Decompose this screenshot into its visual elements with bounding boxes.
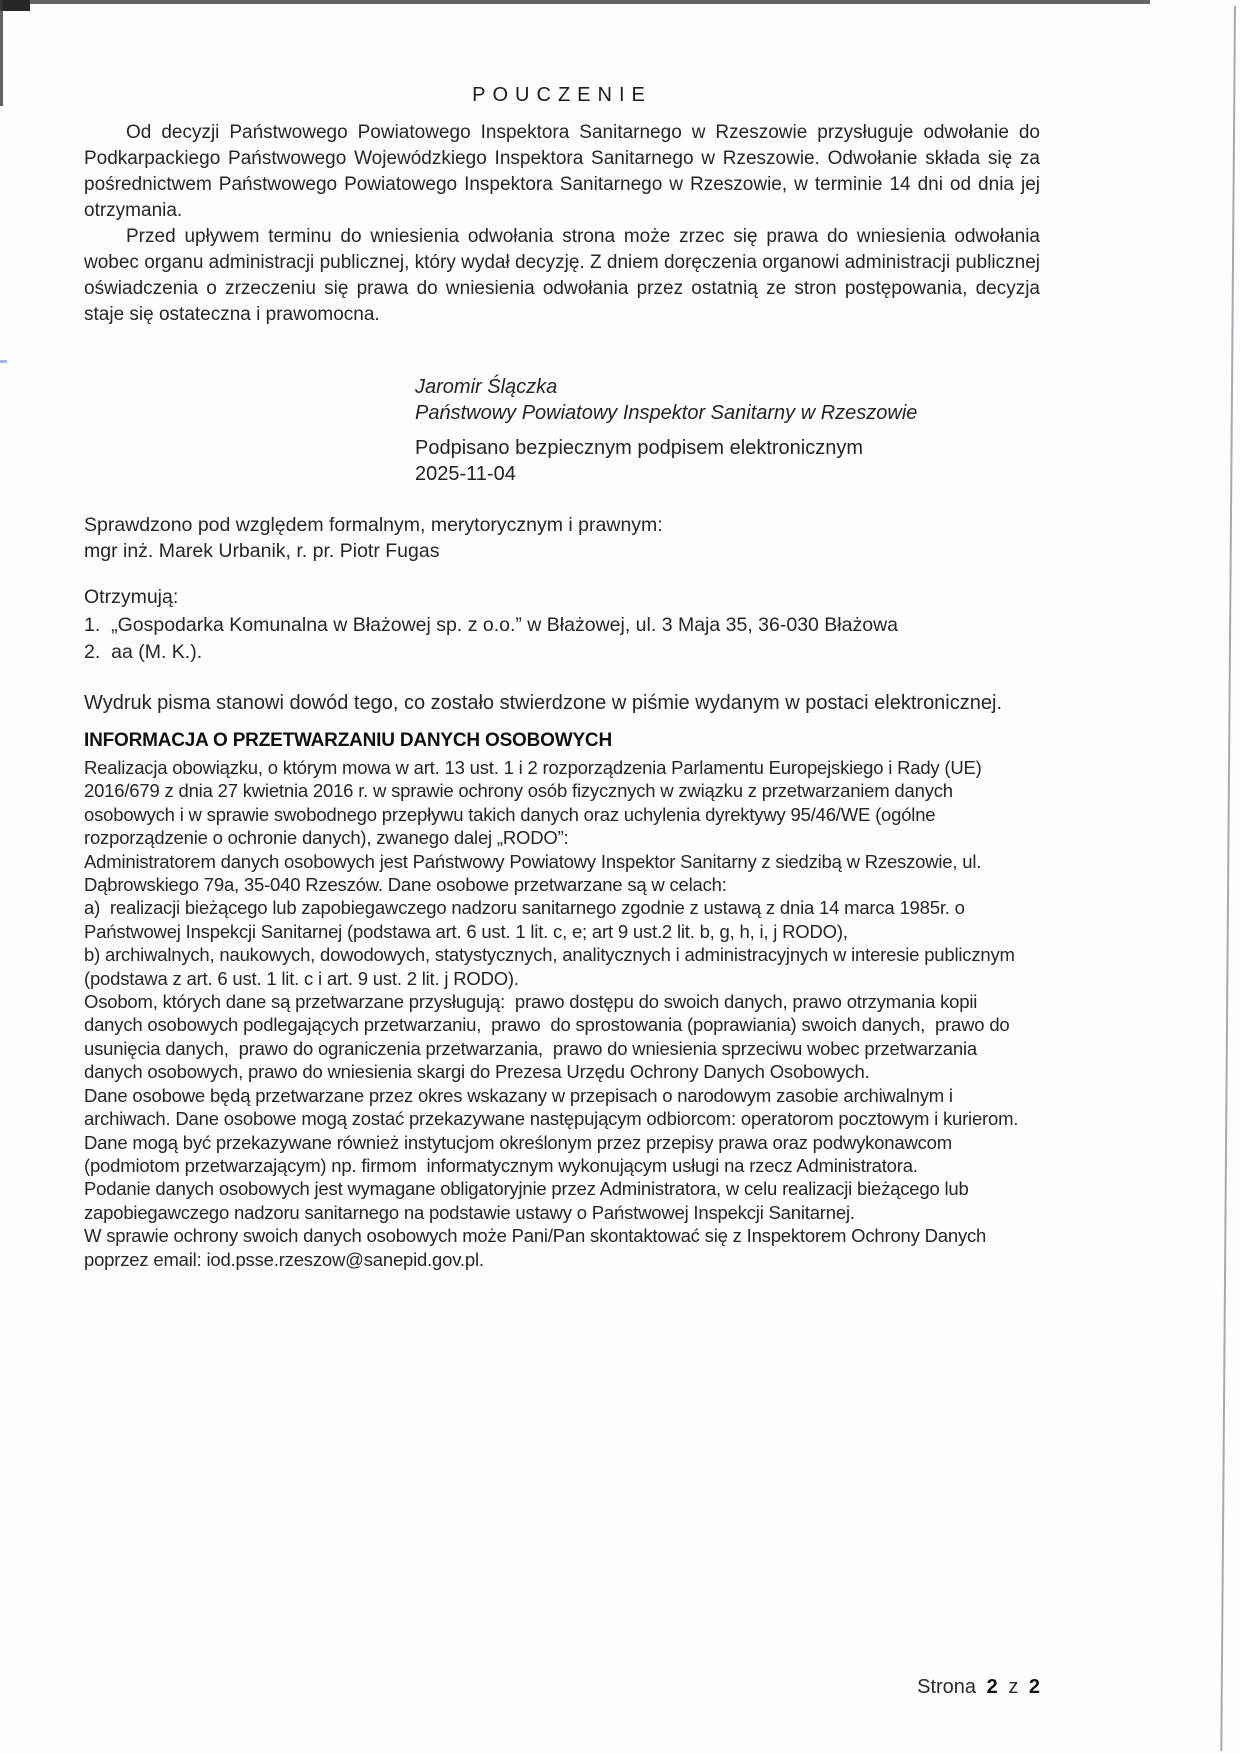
verification-names: mgr inż. Marek Urbanik, r. pr. Piotr Fugas: [84, 540, 440, 562]
printout-note: Wydruk pisma stanowi dowód tego, co zostało stwierdzone w piśmie wydanym w postaci elektronicznej.: [84, 692, 1002, 714]
rodo-text-line: b) archiwalnych, naukowych, dowodowych, statystycznych, analitycznych i administracyjnych w interesie publicznym: [84, 944, 1015, 966]
pouczenie-paragraphs: [84, 120, 1040, 328]
scan-artifact-paper-edge: [1220, 6, 1236, 1751]
signer-role: Państwowy Powiatowy Inspektor Sanitarny w Rzeszowie: [415, 402, 918, 424]
rodo-text-line: poprzez email: iod.psse.rzeszow@sanepid.gov.pl.: [84, 1248, 484, 1270]
rodo-text-line: (podstawa z art. 6 ust. 1 lit. c i art. 9 ust. 2 lit. j RODO).: [84, 967, 519, 989]
recipients-list: [84, 612, 1040, 666]
rodo-text-line: Dane osobowe będą przetwarzane przez okres wskazany w przepisach o narodowym zasobie archiwalnym i: [84, 1084, 953, 1106]
rodo-text-line: Państwowej Inspekcji Sanitarnej (podstawa art. 6 ust. 1 lit. c, e; art 9 ust.2 lit. b, g, h, i, j RODO),: [84, 920, 848, 942]
rodo-text-line: rozporządzenie o ochronie danych), zwanego dalej „RODO”:: [84, 827, 569, 849]
rodo-text-line: Realizacja obowiązku, o którym mowa w art. 13 ust. 1 i 2 rozporządzenia Parlamentu Europejskiego i Rady (UE): [84, 757, 982, 778]
rodo-text-line: Administratorem danych osobowych jest Państwowy Powiatowy Inspektor Sanitarny z siedzibą w Rzeszowie, ul.: [84, 850, 982, 872]
rodo-text-line: danych osobowych podlegających przetwarzaniu, prawo do sprostowania (poprawiania) swoich danych, prawo do: [84, 1014, 1010, 1036]
rodo-text-line: Dane mogą być przekazywane również instytucjom określonym przez przepisy prawa oraz podwykonawcom: [84, 1131, 952, 1153]
rodo-heading: INFORMACJA O PRZETWARZANIU DANYCH OSOBOWYCH: [84, 730, 612, 751]
rodo-text-line: archiwach. Dane osobowe mogą zostać przekazywane następującym odbiorcom: operatorom pocztowym i kurierom.: [84, 1108, 1019, 1130]
rodo-text-line: (podmiotom przetwarzającym) np. firmom informatycznym wykonującym usługi na rzecz Administratora.: [84, 1154, 918, 1176]
rodo-text-lines: [84, 756, 1094, 1271]
footer-total-pages: 2: [1028, 1676, 1040, 1698]
recipient-item: 1. „Gospodarka Komunalna w Błażowej sp. z o.o.” w Błażowej, ul. 3 Maja 35, 36-030 Błażowa: [84, 614, 899, 636]
rodo-text-line: Osobom, których dane są przetwarzane przysługują: prawo dostępu do swoich danych, prawo otrzymania kopii: [84, 991, 978, 1013]
rodo-text-line: osobowych i w sprawie swobodnego przepływu takich danych oraz uchylenia dyrektywy 95/46/WE (ogólne: [84, 803, 936, 825]
recipients-block: [84, 584, 1040, 666]
signature-date: 2025-11-04: [415, 463, 516, 485]
verification-statement: Sprawdzono pod względem formalnym, merytorycznym i prawnym:: [84, 514, 663, 536]
rodo-text-line: Podanie danych osobowych jest wymagane obligatoryjnie przez Administratora, w celu realizacji bieżącego lub: [84, 1178, 969, 1200]
signature-method: Podpisano bezpiecznym podpisem elektronicznym: [415, 437, 864, 459]
rodo-text-line: W sprawie ochrony swoich danych osobowych może Pani/Pan skontaktować się z Inspektorem Ochrony Danych: [84, 1225, 987, 1247]
rodo-text-line: zapobiegawczego nadzoru sanitarnego na podstawie ustawy o Państwowej Inspekcji Sanitarnej.: [84, 1201, 855, 1223]
rodo-text-line: a) realizacji bieżącego lub zapobiegawczego nadzoru sanitarnego zgodnie z ustawą z dnia 14 marca 1985r. o: [84, 897, 965, 919]
rodo-text-line: danych osobowych, prawo do wniesienia skargi do Prezesa Urzędu Ochrony Danych Osobowych.: [84, 1061, 870, 1083]
rodo-text-line: 2016/679 z dnia 27 kwietnia 2016 r. w sprawie ochrony osób fizycznych w związku z przetwarzaniem danych: [84, 780, 953, 802]
footer-current-page: 2: [986, 1676, 998, 1698]
pouczenie-paragraph: Przed upływem terminu do wniesienia odwołania strona może zrzec się prawa do wniesienia odwołania wobec organu administracji publicznej, który wydał decyzję. Z dniem doręczenia organowi administracji publicznej oświadczenia o zrzeczeniu się prawa do wniesienia odwołania przez ostatnią ze stron postępowania, decyzja staje się ostateczna i prawomocna.: [84, 226, 1040, 325]
rodo-section: [84, 730, 1094, 1271]
verification-block: [84, 512, 1040, 564]
document-title: POUCZENIE: [472, 84, 652, 106]
footer-separator: z: [1008, 1676, 1019, 1698]
recipients-heading: Otrzymują:: [84, 586, 179, 608]
footer-label: Strona: [917, 1676, 977, 1698]
scan-artifact-top-edge: [0, 0, 1150, 4]
recipient-item: 2. aa (M. K.).: [84, 641, 203, 663]
scan-artifact-blue-tick: [0, 360, 7, 363]
signer-name: Jaromir Ślączka: [415, 376, 558, 398]
scan-artifact-left-strip: [0, 0, 3, 106]
scan-artifact-top-left-corner: [0, 0, 30, 11]
page-number-footer: [84, 1676, 1040, 1699]
rodo-text-line: usunięcia danych, prawo do ograniczenia przetwarzania, prawo do wniesienia sprzeciwu wobec przetwarzania: [84, 1037, 977, 1059]
pouczenie-paragraph: Od decyzji Państwowego Powiatowego Inspektora Sanitarnego w Rzeszowie przysługuje odwołanie do Podkarpackiego Państwowego Wojewódzkiego Inspektora Sanitarnego w Rzeszowie. Odwołanie składa się za pośrednictwem Państwowego Powiatowego Inspektora Sanitarnego w Rzeszowie, w terminie 14 dni od dnia jej otrzymania.: [84, 122, 1040, 221]
rodo-text-line: Dąbrowskiego 79a, 35-040 Rzeszów. Dane osobowe przetwarzane są w celach:: [84, 874, 727, 896]
signature-block: [415, 374, 1055, 487]
